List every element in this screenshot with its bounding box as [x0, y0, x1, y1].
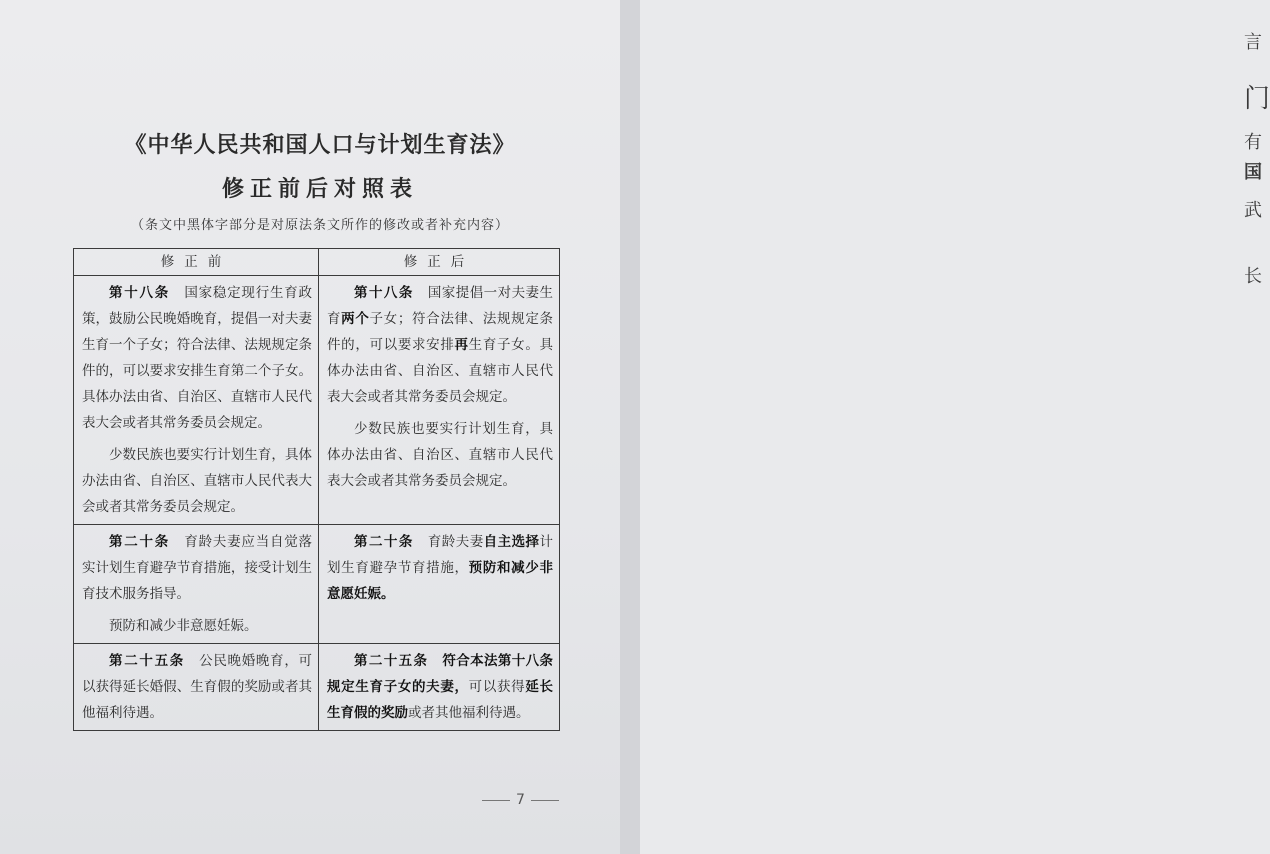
paragraph — [327, 529, 553, 607]
clause-text: 国家稳定现行生育政策，鼓励公民晚婚晚育，提倡一对夫妻生育一个子女；符合法律、法规规定条件的，可以要求安排生育第二个子女。具体办法由省、自治区、直辖市人民代表大会或者其常务委员会规定。 — [82, 285, 313, 431]
clause-text: 少数民族也要实行计划生育，具体办法由省、自治区、直辖市人民代表大会或者其常务委员会规定。 — [327, 421, 553, 489]
cell-after — [319, 276, 560, 525]
edge-fragment: 武 — [1244, 200, 1262, 221]
article-number: 第二十条 — [109, 534, 171, 550]
clause-text: 国家提倡一对夫妻生育 — [327, 285, 554, 327]
table-row — [74, 525, 560, 644]
paragraph — [82, 442, 312, 520]
book-page — [0, 0, 620, 854]
table-row — [74, 276, 560, 525]
amended-text: 再 — [454, 337, 469, 353]
page-number-dash — [482, 800, 510, 801]
paragraph — [327, 416, 553, 494]
cell-before — [74, 525, 319, 644]
clause-text: 或者其他福利待遇。 — [408, 705, 530, 721]
cell-before — [74, 644, 319, 731]
edge-fragment: 长 — [1244, 266, 1262, 287]
amended-text: 自主选择 — [483, 534, 540, 550]
table-row — [74, 644, 560, 731]
page-number-dash — [531, 800, 559, 801]
article-number: 第二十五条 — [109, 653, 185, 669]
article-number: 第十八条 — [354, 285, 414, 301]
paragraph — [82, 613, 312, 639]
clause-text: 计划生育避孕节育措施， — [327, 534, 554, 576]
article-number: 第二十条 — [354, 534, 414, 550]
cell-after — [319, 525, 560, 644]
header-before: 修正前 — [74, 249, 319, 276]
amended-text: 符合本法第十八条规定生育子女的夫妻， — [327, 653, 554, 695]
article-number: 第十八条 — [109, 285, 171, 301]
clause-text: 少数民族也要实行计划生育，具体办法由省、自治区、直辖市人民代表大会或者其常务委员会规定。 — [82, 447, 312, 515]
clause-text: 预防和减少非意愿妊娠。 — [109, 618, 258, 634]
page-number — [476, 792, 565, 808]
paragraph — [327, 648, 553, 726]
clause-text: 生育子女。具体办法由省、自治区、直辖市人民代表大会或者其常务委员会规定。 — [327, 337, 554, 405]
edge-fragment: 有 — [1244, 132, 1262, 153]
edge-fragment: 门 — [1244, 84, 1270, 114]
amended-text: 预防和减少非意愿妊娠。 — [327, 560, 554, 602]
amended-text: 两个 — [341, 311, 370, 327]
document-note: （条文中黑体字部分是对原法条文所作的修改或者补充内容） — [130, 218, 509, 233]
clause-text: 子女；符合法律、法规规定条件的，可以要求安排 — [327, 311, 554, 353]
clause-text — [428, 653, 442, 669]
edge-fragment: 言 — [1244, 32, 1262, 53]
document-subtitle: 修正前后对照表 — [221, 176, 418, 202]
paragraph — [82, 529, 312, 607]
header-after: 修正后 — [319, 249, 560, 276]
adjacent-page-edge — [620, 0, 1270, 854]
amended-text: 延长生育假的奖励 — [327, 679, 554, 721]
paragraph — [327, 280, 553, 410]
page-number-value: 7 — [516, 792, 525, 808]
edge-fragment: 国 — [1244, 162, 1262, 183]
cell-before — [74, 276, 319, 525]
clause-text: 育龄夫妻应当自觉落实计划生育避孕节育措施，接受计划生育技术服务指导。 — [82, 534, 313, 602]
paragraph — [82, 648, 312, 726]
clause-text: 可以获得 — [468, 679, 526, 695]
paragraph — [82, 280, 312, 436]
clause-text: 育龄夫妻 — [413, 534, 484, 550]
table-header-row — [74, 249, 560, 276]
clause-text: 公民晚婚晚育，可以获得延长婚假、生育假的奖励或者其他福利待遇。 — [82, 653, 313, 721]
document-title: 《中华人民共和国人口与计划生育法》 — [124, 132, 516, 158]
comparison-table — [73, 248, 560, 731]
cell-after — [319, 644, 560, 731]
article-number: 第二十五条 — [354, 653, 429, 669]
